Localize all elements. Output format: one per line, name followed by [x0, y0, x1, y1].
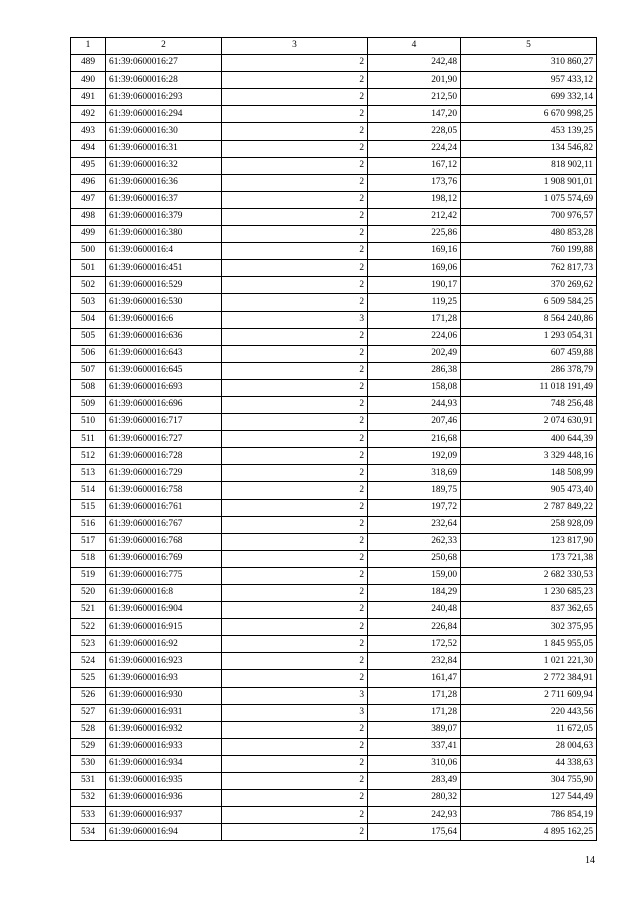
value-cell-5: 6 509 584,25 [461, 294, 597, 311]
value-cell-4: 161,47 [368, 670, 461, 687]
row-number-cell: 515 [71, 499, 106, 516]
value-cell-3: 2 [222, 89, 368, 106]
table-row [71, 482, 597, 499]
value-cell-5: 699 332,14 [461, 89, 597, 106]
table-row [71, 533, 597, 550]
cadastral-number-cell: 61:39:0600016:915 [106, 619, 222, 636]
row-number-cell: 497 [71, 191, 106, 208]
value-cell-3: 2 [222, 499, 368, 516]
value-cell-5: 607 459,88 [461, 345, 597, 362]
value-cell-3: 2 [222, 533, 368, 550]
table-row [71, 550, 597, 567]
value-cell-5: 134 546,82 [461, 140, 597, 157]
value-cell-4: 226,84 [368, 619, 461, 636]
row-number-cell: 517 [71, 533, 106, 550]
value-cell-3: 3 [222, 704, 368, 721]
row-number-cell: 518 [71, 550, 106, 567]
value-cell-4: 212,42 [368, 208, 461, 225]
table-row [71, 567, 597, 584]
value-cell-5: 123 817,90 [461, 533, 597, 550]
value-cell-4: 189,75 [368, 482, 461, 499]
value-cell-5: 2 711 609,94 [461, 687, 597, 704]
value-cell-4: 224,24 [368, 140, 461, 157]
value-cell-4: 192,09 [368, 448, 461, 465]
value-cell-3: 2 [222, 721, 368, 738]
table-row [71, 55, 597, 72]
value-cell-5: 44 338,63 [461, 755, 597, 772]
row-number-cell: 520 [71, 585, 106, 602]
value-cell-3: 2 [222, 72, 368, 89]
cadastral-number-cell: 61:39:0600016:936 [106, 790, 222, 807]
row-number-cell: 519 [71, 567, 106, 584]
cadastral-number-cell: 61:39:0600016:31 [106, 140, 222, 157]
cadastral-number-cell: 61:39:0600016:94 [106, 824, 222, 841]
value-cell-5: 2 772 384,91 [461, 670, 597, 687]
value-cell-3: 2 [222, 585, 368, 602]
page-number: 14 [585, 855, 595, 866]
row-number-cell: 526 [71, 687, 106, 704]
cadastral-number-cell: 61:39:0600016:693 [106, 379, 222, 396]
table-row [71, 72, 597, 89]
value-cell-4: 202,49 [368, 345, 461, 362]
value-cell-4: 283,49 [368, 773, 461, 790]
value-cell-3: 2 [222, 106, 368, 123]
row-number-cell: 509 [71, 396, 106, 413]
value-cell-4: 190,17 [368, 277, 461, 294]
value-cell-4: 158,08 [368, 379, 461, 396]
cadastral-number-cell: 61:39:0600016:932 [106, 721, 222, 738]
value-cell-5: 11 672,05 [461, 721, 597, 738]
value-cell-5: 173 721,38 [461, 550, 597, 567]
row-number-cell: 532 [71, 790, 106, 807]
table-row [71, 89, 597, 106]
cadastral-number-cell: 61:39:0600016:729 [106, 465, 222, 482]
table-row [71, 294, 597, 311]
value-cell-3: 2 [222, 396, 368, 413]
table-row [71, 226, 597, 243]
cadastral-number-cell: 61:39:0600016:768 [106, 533, 222, 550]
row-number-cell: 522 [71, 619, 106, 636]
value-cell-4: 225,86 [368, 226, 461, 243]
row-number-cell: 496 [71, 174, 106, 191]
cadastral-number-cell: 61:39:0600016:529 [106, 277, 222, 294]
value-cell-4: 262,33 [368, 533, 461, 550]
row-number-cell: 503 [71, 294, 106, 311]
value-cell-5: 286 378,79 [461, 362, 597, 379]
table-row [71, 670, 597, 687]
value-cell-4: 171,28 [368, 704, 461, 721]
value-cell-4: 175,64 [368, 824, 461, 841]
cadastral-number-cell: 61:39:0600016:717 [106, 414, 222, 431]
value-cell-4: 389,07 [368, 721, 461, 738]
table-row [71, 208, 597, 225]
value-cell-5: 258 928,09 [461, 516, 597, 533]
cadastral-number-cell: 61:39:0600016:28 [106, 72, 222, 89]
cadastral-number-cell: 61:39:0600016:32 [106, 157, 222, 174]
value-cell-3: 2 [222, 670, 368, 687]
table-row [71, 687, 597, 704]
value-cell-5: 786 854,19 [461, 807, 597, 824]
table-row [71, 790, 597, 807]
row-number-cell: 507 [71, 362, 106, 379]
value-cell-5: 1 908 901,01 [461, 174, 597, 191]
column-header: 3 [222, 38, 368, 55]
value-cell-4: 197,72 [368, 499, 461, 516]
table-row [71, 243, 597, 260]
cadastral-number-cell: 61:39:0600016:380 [106, 226, 222, 243]
table-row [71, 345, 597, 362]
table-row [71, 721, 597, 738]
value-cell-4: 173,76 [368, 174, 461, 191]
cadastral-number-cell: 61:39:0600016:643 [106, 345, 222, 362]
row-number-cell: 527 [71, 704, 106, 721]
value-cell-4: 119,25 [368, 294, 461, 311]
row-number-cell: 516 [71, 516, 106, 533]
table-row [71, 174, 597, 191]
value-cell-4: 232,84 [368, 653, 461, 670]
table-row [71, 448, 597, 465]
cadastral-number-cell: 61:39:0600016:293 [106, 89, 222, 106]
cadastral-number-cell: 61:39:0600016:30 [106, 123, 222, 140]
value-cell-5: 220 443,56 [461, 704, 597, 721]
value-cell-5: 310 860,27 [461, 55, 597, 72]
value-cell-3: 2 [222, 140, 368, 157]
table-row [71, 396, 597, 413]
row-number-cell: 502 [71, 277, 106, 294]
row-number-cell: 489 [71, 55, 106, 72]
table-row [71, 653, 597, 670]
value-cell-5: 11 018 191,49 [461, 379, 597, 396]
value-cell-5: 760 199,88 [461, 243, 597, 260]
value-cell-5: 1 230 685,23 [461, 585, 597, 602]
row-number-cell: 493 [71, 123, 106, 140]
cadastral-number-cell: 61:39:0600016:696 [106, 396, 222, 413]
value-cell-3: 2 [222, 277, 368, 294]
column-header: 2 [106, 38, 222, 55]
row-number-cell: 505 [71, 328, 106, 345]
cadastral-number-cell: 61:39:0600016:934 [106, 755, 222, 772]
value-cell-4: 232,64 [368, 516, 461, 533]
cadastral-number-cell: 61:39:0600016:4 [106, 243, 222, 260]
cadastral-number-cell: 61:39:0600016:767 [106, 516, 222, 533]
value-cell-3: 3 [222, 687, 368, 704]
row-number-cell: 508 [71, 379, 106, 396]
cadastral-number-cell: 61:39:0600016:937 [106, 807, 222, 824]
table-row [71, 277, 597, 294]
value-cell-5: 762 817,73 [461, 260, 597, 277]
value-cell-3: 2 [222, 448, 368, 465]
value-cell-4: 242,48 [368, 55, 461, 72]
value-cell-5: 2 074 630,91 [461, 414, 597, 431]
value-cell-4: 201,90 [368, 72, 461, 89]
table-row [71, 311, 597, 328]
value-cell-4: 169,06 [368, 260, 461, 277]
value-cell-3: 2 [222, 755, 368, 772]
value-cell-5: 28 004,63 [461, 738, 597, 755]
table-row [71, 191, 597, 208]
value-cell-5: 148 508,99 [461, 465, 597, 482]
cadastral-number-cell: 61:39:0600016:530 [106, 294, 222, 311]
value-cell-5: 957 433,12 [461, 72, 597, 89]
table-row [71, 704, 597, 721]
value-cell-3: 2 [222, 773, 368, 790]
value-cell-3: 2 [222, 653, 368, 670]
value-cell-5: 1 021 221,30 [461, 653, 597, 670]
value-cell-3: 2 [222, 123, 368, 140]
table-row [71, 738, 597, 755]
table-row [71, 602, 597, 619]
cadastral-number-cell: 61:39:0600016:769 [106, 550, 222, 567]
value-cell-3: 2 [222, 807, 368, 824]
value-cell-5: 905 473,40 [461, 482, 597, 499]
table-row [71, 773, 597, 790]
value-cell-4: 228,05 [368, 123, 461, 140]
cadastral-number-cell: 61:39:0600016:933 [106, 738, 222, 755]
table-row [71, 824, 597, 841]
value-cell-3: 2 [222, 482, 368, 499]
row-number-cell: 510 [71, 414, 106, 431]
value-cell-4: 242,93 [368, 807, 461, 824]
value-cell-3: 2 [222, 824, 368, 841]
table-row [71, 807, 597, 824]
cadastral-number-cell: 61:39:0600016:8 [106, 585, 222, 602]
value-cell-3: 2 [222, 465, 368, 482]
table-row [71, 516, 597, 533]
value-cell-5: 1 075 574,69 [461, 191, 597, 208]
value-cell-4: 198,12 [368, 191, 461, 208]
row-number-cell: 525 [71, 670, 106, 687]
table-row [71, 414, 597, 431]
value-cell-5: 2 787 849,22 [461, 499, 597, 516]
value-cell-5: 8 564 240,86 [461, 311, 597, 328]
row-number-cell: 504 [71, 311, 106, 328]
cadastral-number-cell: 61:39:0600016:93 [106, 670, 222, 687]
value-cell-5: 1 293 054,31 [461, 328, 597, 345]
row-number-cell: 506 [71, 345, 106, 362]
cadastral-number-cell: 61:39:0600016:904 [106, 602, 222, 619]
value-cell-3: 3 [222, 311, 368, 328]
value-cell-4: 212,50 [368, 89, 461, 106]
value-cell-5: 700 976,57 [461, 208, 597, 225]
value-cell-4: 147,20 [368, 106, 461, 123]
value-cell-3: 2 [222, 191, 368, 208]
value-cell-5: 127 544,49 [461, 790, 597, 807]
table-body [71, 55, 597, 841]
value-cell-3: 2 [222, 431, 368, 448]
cadastral-number-cell: 61:39:0600016:27 [106, 55, 222, 72]
value-cell-4: 286,38 [368, 362, 461, 379]
row-number-cell: 512 [71, 448, 106, 465]
row-number-cell: 499 [71, 226, 106, 243]
row-number-cell: 531 [71, 773, 106, 790]
cadastral-number-cell: 61:39:0600016:636 [106, 328, 222, 345]
value-cell-5: 370 269,62 [461, 277, 597, 294]
table-row [71, 636, 597, 653]
cadastral-number-cell: 61:39:0600016:6 [106, 311, 222, 328]
value-cell-4: 250,68 [368, 550, 461, 567]
row-number-cell: 524 [71, 653, 106, 670]
table-row [71, 260, 597, 277]
row-number-cell: 491 [71, 89, 106, 106]
row-number-cell: 495 [71, 157, 106, 174]
value-cell-5: 3 329 448,16 [461, 448, 597, 465]
table-row [71, 140, 597, 157]
value-cell-3: 2 [222, 208, 368, 225]
value-cell-4: 159,00 [368, 567, 461, 584]
value-cell-4: 184,29 [368, 585, 461, 602]
value-cell-4: 318,69 [368, 465, 461, 482]
row-number-cell: 500 [71, 243, 106, 260]
table-header [71, 38, 597, 55]
value-cell-4: 224,06 [368, 328, 461, 345]
column-header: 5 [461, 38, 597, 55]
value-cell-3: 2 [222, 414, 368, 431]
value-cell-3: 2 [222, 738, 368, 755]
value-cell-3: 2 [222, 294, 368, 311]
row-number-cell: 513 [71, 465, 106, 482]
row-number-cell: 528 [71, 721, 106, 738]
cadastral-number-cell: 61:39:0600016:761 [106, 499, 222, 516]
value-cell-5: 4 895 162,25 [461, 824, 597, 841]
cadastral-number-cell: 61:39:0600016:37 [106, 191, 222, 208]
cadastral-number-cell: 61:39:0600016:379 [106, 208, 222, 225]
row-number-cell: 492 [71, 106, 106, 123]
column-header: 4 [368, 38, 461, 55]
value-cell-3: 2 [222, 345, 368, 362]
cadastral-number-cell: 61:39:0600016:758 [106, 482, 222, 499]
value-cell-5: 453 139,25 [461, 123, 597, 140]
header-row [71, 38, 597, 55]
value-cell-4: 172,52 [368, 636, 461, 653]
cadastral-number-cell: 61:39:0600016:36 [106, 174, 222, 191]
value-cell-3: 2 [222, 243, 368, 260]
cadastral-number-cell: 61:39:0600016:923 [106, 653, 222, 670]
table-row [71, 499, 597, 516]
value-cell-5: 6 670 998,25 [461, 106, 597, 123]
value-cell-4: 280,32 [368, 790, 461, 807]
row-number-cell: 530 [71, 755, 106, 772]
cadastral-number-cell: 61:39:0600016:775 [106, 567, 222, 584]
value-cell-3: 2 [222, 157, 368, 174]
cadastral-number-cell: 61:39:0600016:92 [106, 636, 222, 653]
value-cell-3: 2 [222, 55, 368, 72]
cadastral-number-cell: 61:39:0600016:294 [106, 106, 222, 123]
value-cell-4: 171,28 [368, 687, 461, 704]
value-cell-3: 2 [222, 619, 368, 636]
table-row [71, 465, 597, 482]
value-cell-4: 240,48 [368, 602, 461, 619]
value-cell-3: 2 [222, 790, 368, 807]
value-cell-3: 2 [222, 602, 368, 619]
row-number-cell: 490 [71, 72, 106, 89]
cadastral-number-cell: 61:39:0600016:727 [106, 431, 222, 448]
value-cell-3: 2 [222, 379, 368, 396]
table-row [71, 362, 597, 379]
value-cell-3: 2 [222, 260, 368, 277]
row-number-cell: 501 [71, 260, 106, 277]
table-row [71, 379, 597, 396]
cadastral-number-cell: 61:39:0600016:451 [106, 260, 222, 277]
table-row [71, 157, 597, 174]
value-cell-3: 2 [222, 174, 368, 191]
value-cell-3: 2 [222, 328, 368, 345]
value-cell-4: 167,12 [368, 157, 461, 174]
cadastral-number-cell: 61:39:0600016:930 [106, 687, 222, 704]
value-cell-4: 216,68 [368, 431, 461, 448]
value-cell-5: 748 256,48 [461, 396, 597, 413]
row-number-cell: 494 [71, 140, 106, 157]
value-cell-4: 171,28 [368, 311, 461, 328]
value-cell-5: 837 362,65 [461, 602, 597, 619]
value-cell-5: 1 845 955,05 [461, 636, 597, 653]
value-cell-5: 818 902,11 [461, 157, 597, 174]
row-number-cell: 511 [71, 431, 106, 448]
table-row [71, 431, 597, 448]
table-row [71, 123, 597, 140]
data-table [70, 37, 597, 841]
value-cell-3: 2 [222, 636, 368, 653]
value-cell-4: 310,06 [368, 755, 461, 772]
row-number-cell: 533 [71, 807, 106, 824]
row-number-cell: 498 [71, 208, 106, 225]
value-cell-5: 302 375,95 [461, 619, 597, 636]
cadastral-number-cell: 61:39:0600016:935 [106, 773, 222, 790]
value-cell-5: 480 853,28 [461, 226, 597, 243]
value-cell-4: 169,16 [368, 243, 461, 260]
table-row [71, 619, 597, 636]
value-cell-3: 2 [222, 567, 368, 584]
row-number-cell: 529 [71, 738, 106, 755]
value-cell-4: 337,41 [368, 738, 461, 755]
column-header: 1 [71, 38, 106, 55]
value-cell-3: 2 [222, 362, 368, 379]
cadastral-number-cell: 61:39:0600016:931 [106, 704, 222, 721]
value-cell-5: 304 755,90 [461, 773, 597, 790]
value-cell-5: 2 682 330,53 [461, 567, 597, 584]
table-row [71, 328, 597, 345]
cadastral-number-cell: 61:39:0600016:645 [106, 362, 222, 379]
table-row [71, 585, 597, 602]
row-number-cell: 523 [71, 636, 106, 653]
table-row [71, 755, 597, 772]
table-row [71, 106, 597, 123]
value-cell-4: 207,46 [368, 414, 461, 431]
row-number-cell: 514 [71, 482, 106, 499]
value-cell-4: 244,93 [368, 396, 461, 413]
row-number-cell: 534 [71, 824, 106, 841]
value-cell-3: 2 [222, 516, 368, 533]
row-number-cell: 521 [71, 602, 106, 619]
value-cell-3: 2 [222, 550, 368, 567]
value-cell-3: 2 [222, 226, 368, 243]
value-cell-5: 400 644,39 [461, 431, 597, 448]
cadastral-number-cell: 61:39:0600016:728 [106, 448, 222, 465]
